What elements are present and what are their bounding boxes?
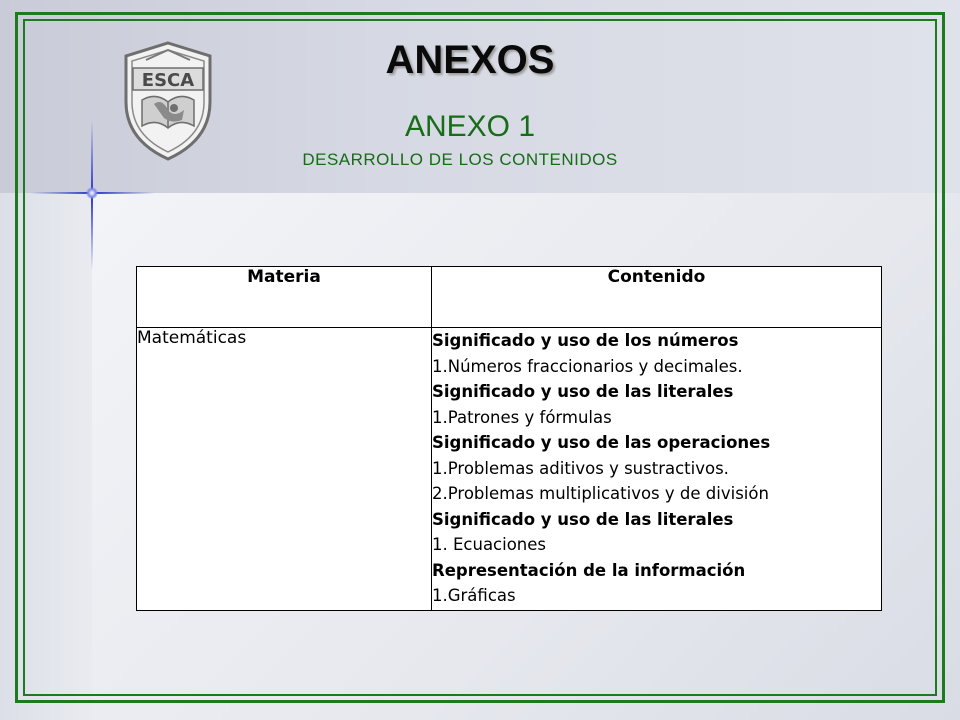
table-row xyxy=(137,328,882,611)
content-line: Significado y uso de las literales xyxy=(432,382,734,401)
contenido-cell xyxy=(432,328,882,611)
materia-cell: Matemáticas xyxy=(137,328,432,611)
content-line: 1.Problemas aditivos y sustractivos. xyxy=(432,458,729,478)
table-header-row xyxy=(137,267,882,328)
content-line: 1.Gráficas xyxy=(432,586,516,605)
content-line: Significado y uso de los números xyxy=(432,331,739,350)
logo-text: ESCA xyxy=(141,70,195,91)
esca-logo xyxy=(118,40,218,162)
header-contenido xyxy=(432,267,882,328)
annex-caption: DESARROLLO DE LOS CONTENIDOS xyxy=(302,150,618,169)
content-line: 1. Ecuaciones xyxy=(432,535,547,554)
content-line: Significado y uso de las literales xyxy=(432,509,734,529)
header-materia xyxy=(137,267,432,328)
contents-table xyxy=(136,266,882,611)
annex-number: ANEXO 1 xyxy=(404,110,536,143)
content-line: 1.Números fraccionarios y decimales. xyxy=(432,356,743,376)
header-contenido-label: Contenido xyxy=(607,267,706,287)
header-materia-label: Materia xyxy=(247,267,321,287)
content-line: Significado y uso de las operaciones xyxy=(432,433,771,452)
content-line: Representación de la información xyxy=(432,560,746,580)
content-line: 2.Problemas multiplicativos y de división xyxy=(432,484,769,503)
content-line: 1.Patrones y fórmulas xyxy=(432,407,612,427)
page-title: ANEXOS xyxy=(385,38,555,82)
